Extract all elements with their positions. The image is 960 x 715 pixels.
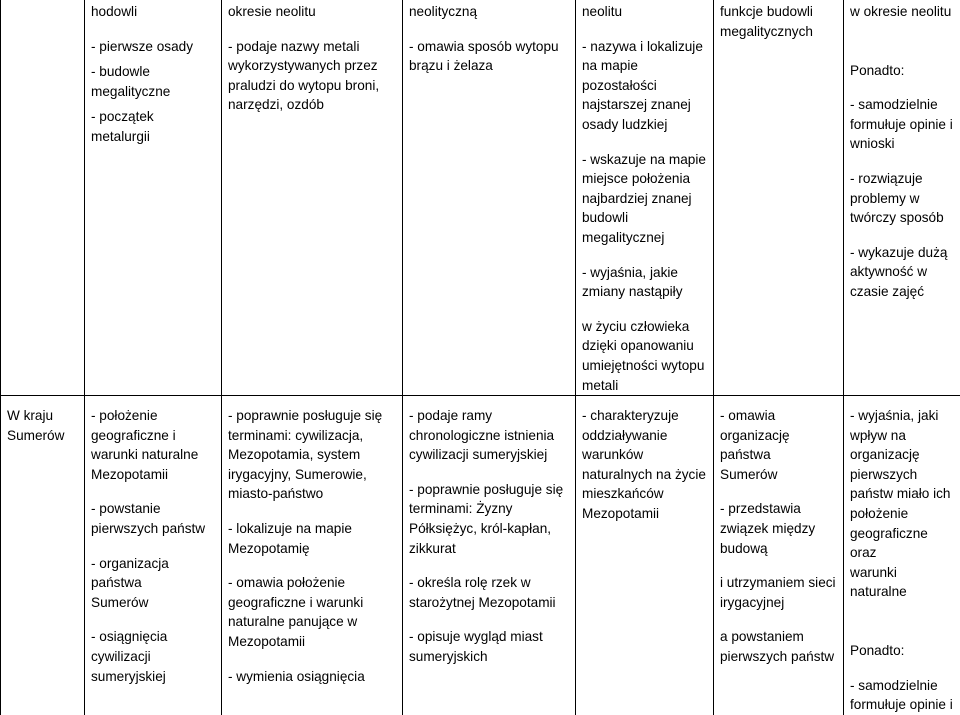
cell-text: - podaje nazwy metali wykorzystywanych przez praludzi do wytopu broni, narzędzi, ozdób: [228, 37, 397, 115]
table-row: [1, 396, 960, 715]
table-cell: [403, 0, 576, 396]
cell-text: okresie neolitu: [228, 2, 397, 22]
cell-text: - wskazuje na mapie miejsce położenia najbardziej znanej budowli megalitycznej: [582, 150, 708, 248]
cell-text: - omawia położenie geograficzne i warunki naturalne panujące w Mezopotamii: [228, 573, 397, 651]
cell-text: - położenie geograficzne i warunki naturalne Mezopotamii: [91, 406, 216, 484]
cell-text: - poprawnie posługuje się terminami: Żyzny Półksiężyc, król-kapłan, zikkurat: [409, 480, 570, 558]
cell-text: a powstaniem pierwszych państw: [720, 627, 838, 666]
cell-text: - wyjaśnia, jakie zmiany nastąpiły: [582, 263, 708, 302]
cell-text: - pierwsze osady: [91, 37, 216, 57]
cell-text: W kraju Sumerów: [7, 406, 79, 445]
cell-text: - określa rolę rzek w starożytnej Mezopotamii: [409, 573, 570, 612]
cell-text: - omawia organizację państwa Sumerów: [720, 406, 838, 484]
cell-text: - nazywa i lokalizuje na mapie pozostałości najstarszej znanej osady ludzkiej: [582, 37, 708, 135]
table-cell: [576, 396, 714, 715]
cell-text: - omawia sposób wytopu brązu i żelaza: [409, 37, 570, 76]
cell-text: - budowle megalityczne: [91, 62, 216, 101]
table-cell: [222, 396, 403, 715]
cell-text: - rozwiązuje problemy w twórczy sposób: [850, 169, 955, 228]
cell-text: w okresie neolitu: [850, 2, 955, 22]
cell-text: Ponadto:: [850, 61, 955, 81]
cell-text: - charakteryzuje oddziaływanie warunków naturalnych na życie mieszkańców Mezopotamii: [582, 406, 708, 524]
cell-text: w życiu człowieka dzięki opanowaniu umiejętności wytopu metali: [582, 317, 708, 395]
table-cell: [403, 396, 576, 715]
cell-text: - organizacja państwa Sumerów: [91, 554, 216, 613]
cell-text: neolitu: [582, 2, 708, 22]
table-cell: [714, 396, 844, 715]
cell-text: - wyjaśnia, jaki wpływ na organizację pierwszych państw miało ich położenie geograficzne oraz warunki naturalne: [850, 406, 955, 602]
cell-text: Ponadto:: [850, 641, 955, 661]
cell-text: hodowli: [91, 2, 216, 22]
cell-text: - przedstawia związek między budową: [720, 499, 838, 558]
table-cell: [85, 396, 222, 715]
table-cell: [714, 0, 844, 396]
cell-text: - początek metalurgii: [91, 107, 216, 146]
table-cell-empty: [1, 0, 85, 396]
cell-text: - opisuje wygląd miast sumeryjskich: [409, 627, 570, 666]
cell-text: i utrzymaniem sieci irygacyjnej: [720, 573, 838, 612]
cell-text: - samodzielnie formułuje opinie i: [850, 676, 955, 715]
cell-text: - wykazuje dużą aktywność w czasie zajęć: [850, 243, 955, 302]
table-cell: [844, 0, 960, 396]
table-cell: [844, 396, 960, 715]
cell-text: - samodzielnie formułuje opinie i wnioski: [850, 95, 955, 154]
table-cell: [576, 0, 714, 396]
table-cell: [1, 396, 85, 715]
cell-text: - powstanie pierwszych państw: [91, 499, 216, 538]
cell-text: funkcje budowli megalitycznych: [720, 2, 838, 41]
cell-text: - poprawnie posługuje się terminami: cywilizacja, Mezopotamia, system irygacyjny, Sumerowie, miasto-państwo: [228, 406, 397, 504]
cell-text: - lokalizuje na mapie Mezopotamię: [228, 519, 397, 558]
table-row: [1, 0, 960, 396]
cell-text: - wymienia osiągnięcia: [228, 667, 397, 687]
cell-text: neolityczną: [409, 2, 570, 22]
cell-text: - podaje ramy chronologiczne istnienia cywilizacji sumeryjskiej: [409, 406, 570, 465]
table-cell: [222, 0, 403, 396]
table-cell: [85, 0, 222, 396]
cell-text: - osiągnięcia cywilizacji sumeryjskiej: [91, 627, 216, 686]
